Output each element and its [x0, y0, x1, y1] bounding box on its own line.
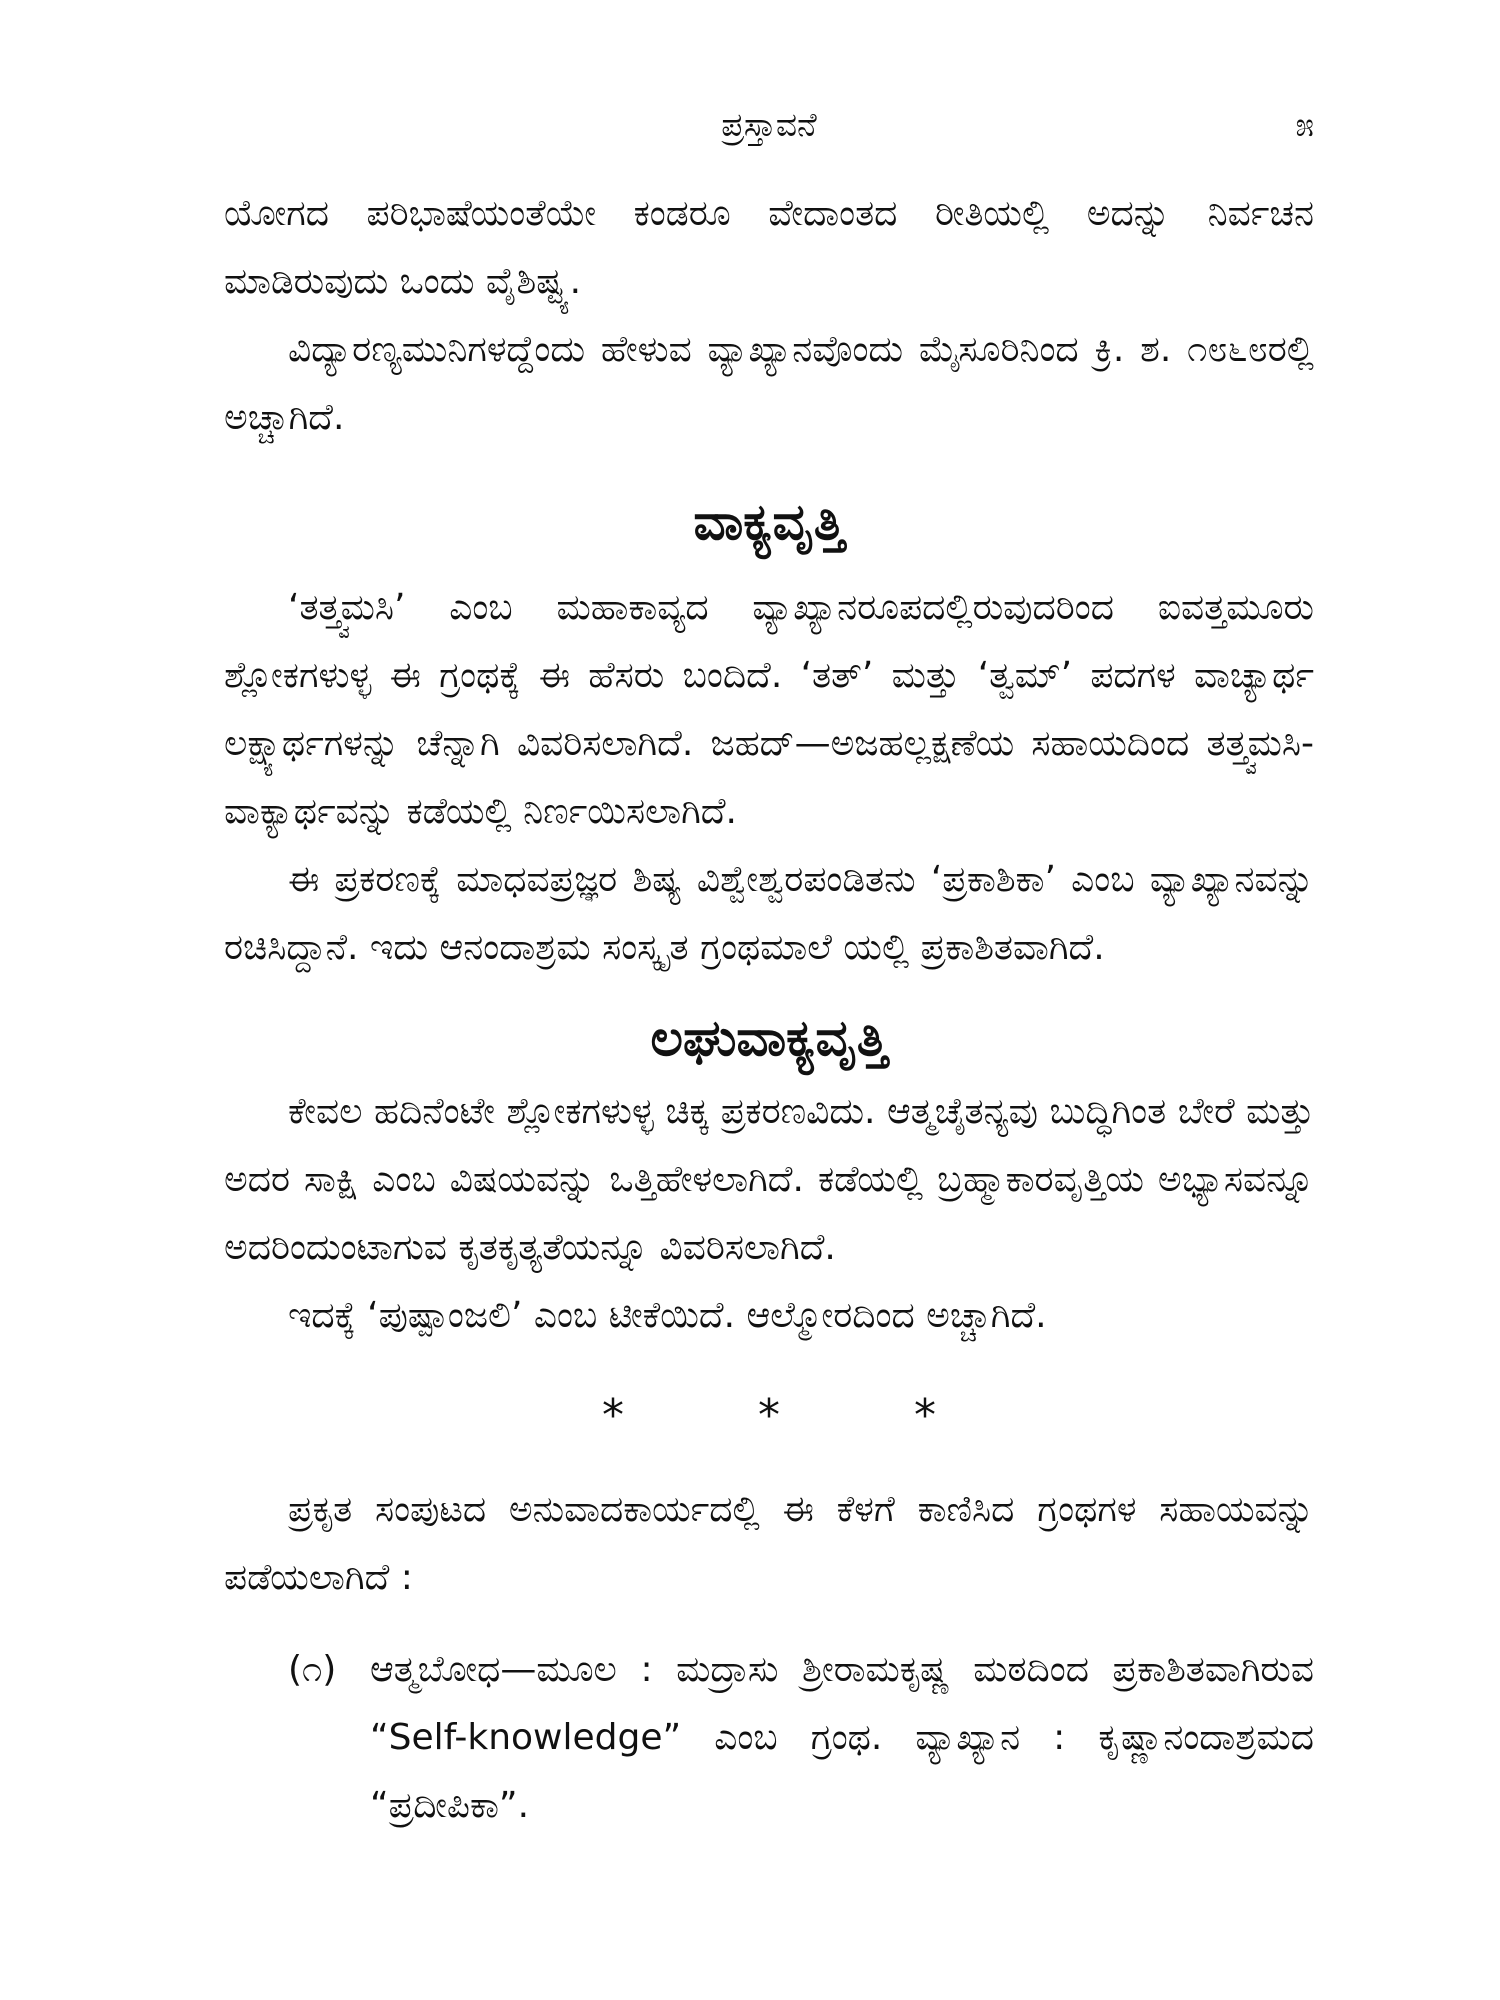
- reference-number: (೧): [288, 1649, 337, 1690]
- paragraph: ಇದಕ್ಕೆ ‘ಪುಷ್ಪಾಂಜಲಿ’ ಎಂಬ ಟೀಕೆಯಿದೆ. ಆಲ್ಮೋರದಿಂದ ಅಚ್ಚಾಗಿದೆ.: [288, 1295, 1047, 1336]
- running-title: ಪ್ರಸ್ತಾವನೆ: [721, 105, 817, 144]
- section-separator: * * *: [602, 1390, 996, 1441]
- paragraph: ವಿದ್ಯಾರಣ್ಯಮುನಿಗಳದ್ದೆಂದು ಹೇಳುವ ವ್ಯಾಖ್ಯಾನವೊಂದು ಮೈಸೂರಿನಿಂದ ಕ್ರಿ. ಶ. ೧೮೬೮ರಲ್ಲಿ ಅಚ್ಚಾಗಿದೆ.: [224, 329, 1314, 438]
- paragraph: ಪ್ರಕೃತ ಸಂಪುಟದ ಅನುವಾದಕಾರ್ಯದಲ್ಲಿ ಈ ಕೆಳಗೆ ಕಾಣಿಸಿದ ಗ್ರಂಥಗಳ ಸಹಾಯವನ್ನು ಪಡೆಯಲಾಗಿದೆ :: [224, 1489, 1314, 1598]
- running-header: [224, 100, 1314, 150]
- page-number: ೫: [1295, 105, 1314, 144]
- paragraph: ಕೇವಲ ಹದಿನೆಂಟೇ ಶ್ಲೋಕಗಳುಳ್ಳ ಚಿಕ್ಕ ಪ್ರಕರಣವಿದು. ಆತ್ಮಚೈತನ್ಯವು ಬುದ್ಧಿಗಿಂತ ಬೇರೆ ಮತ್ತು ಅದರ ಸಾಕ್ಷಿ ಎಂಬ ವಿಷಯವನ್ನು ಒತ್ತಿಹೇಳಲಾಗಿದೆ. ಕಡೆಯಲ್ಲಿ ಬ್ರಹ್ಮಾಕಾರವೃತ್ತಿಯ ಅಭ್ಯಾಸವನ್ನೂ ಅದರಿಂದುಂಟಾಗುವ ಕೃತಕೃತ್ಯತೆಯನ್ನೂ ವಿವರಿಸಲಾಗಿದೆ.: [224, 1091, 1314, 1268]
- paragraph-continued: ಯೋಗದ ಪರಿಭಾಷೆಯಂತೆಯೇ ಕಂಡರೂ ವೇದಾಂತದ ರೀತಿಯಲ್ಲಿ ಅದನ್ನು ನಿರ್ವಚನ ಮಾಡಿರುವುದು ಒಂದು ವೈಶಿಷ್ಟ್ಯ.: [224, 193, 1314, 302]
- section-heading-laghuvakyavritti: ಲಘುವಾಕ್ಯವೃತ್ತಿ: [650, 1009, 888, 1067]
- reference-text: ಆತ್ಮಬೋಧ—ಮೂಲ : ಮದ್ರಾಸು ಶ್ರೀರಾಮಕೃಷ್ಣ ಮಠದಿಂದ ಪ್ರಕಾಶಿತವಾಗಿರುವ “Self-knowledge” ಎಂಬ ಗ್ರಂಥ. ವ್ಯಾಖ್ಯಾನ : ಕೃಷ್ಣಾನಂದಾಶ್ರಮದ “ಪ್ರದೀಪಿಕಾ”.: [370, 1649, 1314, 1826]
- section-heading-vakyavritti: ವಾಕ್ಯವೃತ್ತಿ: [693, 493, 845, 551]
- page-body: [224, 180, 1314, 1840]
- reference-item: [288, 1636, 1314, 1840]
- paragraph: ‘ತತ್ತ್ವಮಸಿ’ ಎಂಬ ಮಹಾಕಾವ್ಯದ ವ್ಯಾಖ್ಯಾನರೂಪದಲ್ಲಿರುವುದರಿಂದ ಐವತ್ತಮೂರು ಶ್ಲೋಕಗಳುಳ್ಳ ಈ ಗ್ರಂಥಕ್ಕೆ ಈ ಹೆಸರು ಬಂದಿದೆ. ‘ತತ್’ ಮತ್ತು ‘ತ್ವಮ್’ ಪದಗಳ ವಾಚ್ಯಾರ್ಥ ಲಕ್ಷ್ಯಾರ್ಥಗಳನ್ನು ಚೆನ್ನಾಗಿ ವಿವರಿಸಲಾಗಿದೆ. ಜಹದ್—ಅಜಹಲ್ಲಕ್ಷಣೆಯ ಸಹಾಯದಿಂದ ತತ್ತ್ವಮಸಿ-ವಾಕ್ಯಾರ್ಥವನ್ನು ಕಡೆಯಲ್ಲಿ ನಿರ್ಣಯಿಸಲಾಗಿದೆ.: [224, 587, 1314, 832]
- paragraph: ಈ ಪ್ರಕರಣಕ್ಕೆ ಮಾಧವಪ್ರಜ್ಞರ ಶಿಷ್ಯ ವಿಶ್ವೇಶ್ವರಪಂಡಿತನು ‘ಪ್ರಕಾಶಿಕಾ’ ಎಂಬ ವ್ಯಾಖ್ಯಾನವನ್ನು ರಚಿಸಿದ್ದಾನೆ. ಇದು ಆನಂದಾಶ್ರಮ ಸಂಸ್ಕೃತ ಗ್ರಂಥಮಾಲೆ ಯಲ್ಲಿ ಪ್ರಕಾಶಿತವಾಗಿದೆ.: [224, 859, 1314, 968]
